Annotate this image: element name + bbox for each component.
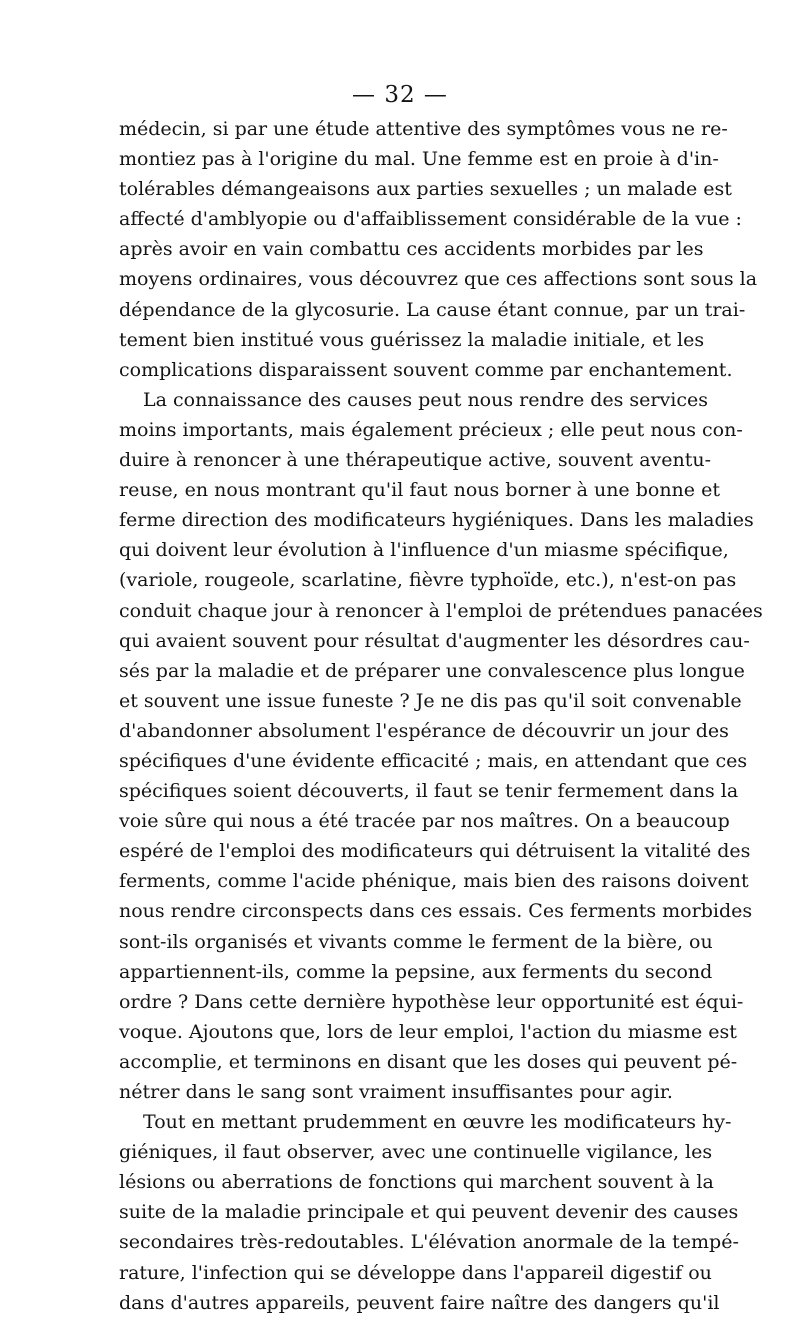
- text-line: rature, l'infection qui se développe dans l'appareil digestif ou: [119, 1261, 712, 1284]
- text-line: suite de la maladie principale et qui peuvent devenir des causes: [119, 1201, 739, 1224]
- text-line: qui doivent leur évolution à l'influence d'un miasme spécifique,: [119, 539, 729, 562]
- text-line: montiez pas à l'origine du mal. Une femme est en proie à d'in-: [119, 148, 719, 171]
- text-line: voque. Ajoutons que, lors de leur emploi, l'action du miasme est: [119, 1020, 737, 1043]
- text-line: lésions ou aberrations de fonctions qui marchent souvent à la: [119, 1171, 714, 1194]
- text-line: nous rendre circonspects dans ces essais. Ces ferments morbides: [119, 900, 753, 923]
- text-line: moyens ordinaires, vous découvrez que ces affections sont sous la: [119, 268, 758, 291]
- text-line: moins importants, mais également précieux ; elle peut nous con-: [119, 418, 743, 441]
- text-line: spécifiques d'une évidente efficacité ; mais, en attendant que ces: [119, 749, 748, 772]
- text-line: conduit chaque jour à renoncer à l'emploi de prétendues panacées: [119, 599, 763, 622]
- text-line: dans d'autres appareils, peuvent faire naître des dangers qu'il: [119, 1291, 720, 1314]
- paragraph-first-line: Tout en mettant prudemment en œuvre les modificateurs hy-: [143, 1111, 732, 1134]
- paragraph-first-line: La connaissance des causes peut nous rendre des services: [143, 388, 708, 411]
- text-line: après avoir en vain combattu ces accidents morbides par les: [119, 238, 704, 261]
- text-line: voie sûre qui nous a été tracée par nos maîtres. On a beaucoup: [119, 810, 730, 833]
- text-line: complications disparaissent souvent comme par enchantement.: [119, 358, 733, 381]
- text-line: espéré de l'emploi des modificateurs qui détruisent la vitalité des: [119, 840, 751, 863]
- text-line: médecin, si par une étude attentive des symptômes vous ne re-: [119, 118, 728, 140]
- text-line: spécifiques soient découverts, il faut se tenir fermement dans la: [119, 780, 739, 803]
- text-line: secondaires très-redoutables. L'élévation anormale de la tempé-: [119, 1231, 739, 1254]
- text-line: sés par la maladie et de préparer une convalescence plus longue: [119, 659, 745, 682]
- text-line: duire à renoncer à une thérapeutique active, souvent aventu-: [119, 449, 712, 472]
- text-line: giéniques, il faut observer, avec une continuelle vigilance, les: [119, 1141, 713, 1164]
- text-line: d'abandonner absolument l'espérance de découvrir un jour des: [119, 719, 729, 742]
- text-line: tement bien institué vous guérissez la maladie initiale, et les: [119, 328, 705, 351]
- text-line: accomplie, et terminons en disant que les doses qui peuvent pé-: [119, 1050, 738, 1073]
- text-line: affecté d'amblyopie ou d'affaiblissement considérable de la vue :: [119, 208, 742, 231]
- text-line: et souvent une issue funeste ? Je ne dis pas qu'il soit convenable: [119, 689, 742, 712]
- page-number-header: — 32 —: [352, 82, 448, 108]
- text-line: nétrer dans le sang sont vraiment insuffisantes pour agir.: [119, 1081, 673, 1103]
- text-line: reuse, en nous montrant qu'il faut nous borner à une bonne et: [119, 479, 720, 502]
- text-line: ferme direction des modificateurs hygiéniques. Dans les maladies: [119, 509, 754, 532]
- text-line: ferments, comme l'acide phénique, mais bien des raisons doivent: [119, 870, 749, 893]
- text-line: sont-ils organisés et vivants comme le ferment de la bière, ou: [119, 930, 713, 953]
- text-line: (variole, rougeole, scarlatine, fièvre typhoïde, etc.), n'est-on pas: [119, 569, 737, 592]
- body-text: [119, 114, 763, 1318]
- text-line: dépendance de la glycosurie. La cause étant connue, par un trai-: [119, 298, 746, 321]
- text-line: appartiennent-ils, comme la pepsine, aux ferments du second: [119, 960, 713, 983]
- text-line: qui avaient souvent pour résultat d'augmenter les désordres cau-: [119, 629, 750, 652]
- text-line: tolérables démangeaisons aux parties sexuelles ; un malade est: [119, 178, 732, 201]
- text-line: ordre ? Dans cette dernière hypothèse leur opportunité est équi-: [119, 990, 744, 1013]
